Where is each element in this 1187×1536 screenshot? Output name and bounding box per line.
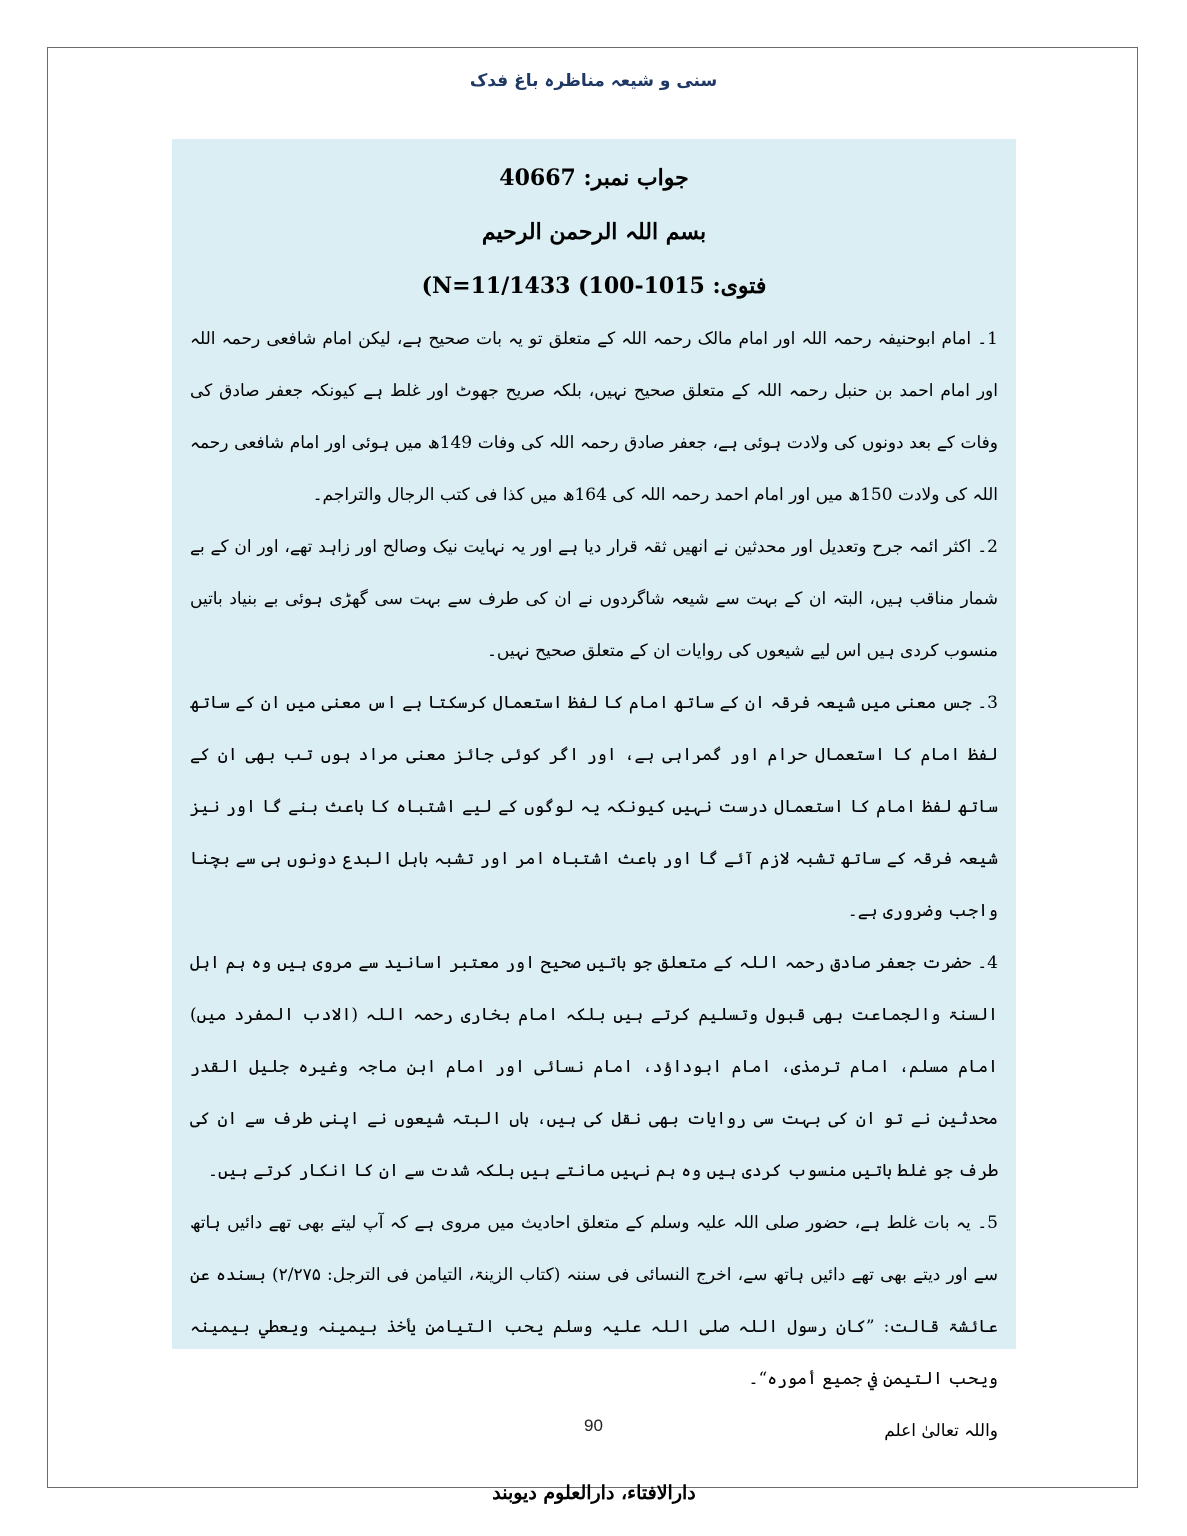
paragraph-5: 5۔ یہ بات غلط ہے، حضور صلی اللہ علیہ وسلم کے متعلق احادیث میں مروی ہے کہ آپ لیتے بھی تھے دائیں ہاتھ سے اور دیتے بھی تھے دائیں ہاتھ سے، اخرج النسائی فی سننہ (کتاب الزینۃ، التیامن فی الترجل: ۲/۲۷۵) بسندہ عن عائشۃ قالت: ”کان رسول اللہ صلی اللہ علیہ وسلم یحب التیامن یأخذ بیمینہ ویعطي بیمینہ ویحب التیمن في جمیع أمورہ“۔: [190, 1213, 998, 1389]
signature: دارالافتاء، دارالعلوم دیوبند: [492, 1482, 696, 1504]
running-header: سنی و شیعہ مناظرہ باغ فدک: [469, 71, 718, 91]
fatwa-reference: فتوی: 1015-100) N=11/1433): [421, 273, 767, 299]
paragraph-2: 2۔ اکثر ائمہ جرح وتعدیل اور محدثین نے انھیں ثقہ قرار دیا ہے اور یہ نہایت نیک وصالح اور زاہد تھے، اور ان کے بے شمار مناقب ہیں، البتہ ان کے بہت سے شیعہ شاگردوں نے ان کی طرف سے بہت سی گھڑی ہوئی بے بنیاد باتیں منسوب کردی ہیں اس لیے شیعوں کی روایات ان کے متعلق صحیح نہیں۔: [190, 537, 998, 661]
page-number: 90: [584, 1416, 603, 1435]
paragraph-3: 3۔ جس معنی میں شیعہ فرقہ ان کے ساتھ امام کا لفظ استعمال کرسکتا ہے اس معنی میں ان کے ساتھ لفظ امام کا استعمال حرام اور گمراہی ہے، اور اگر کوئی جائز معنی مراد ہوں تب بھی ان کے ساتھ لفظ امام کا استعمال درست نہیں کیونکہ یہ لوگوں کے لیے اشتباہ کا باعث بنے گا اور نیز شیعہ فرقہ کے ساتھ تشبہ لازم آئے گا اور باعث اشتباہ امر اور تشبہ باہل البدع دونوں ہی سے بچنا واجب وضروری ہے۔: [190, 693, 998, 921]
bismillah: بسم اللہ الرحمن الرحیم: [481, 219, 707, 245]
closing-line: واللہ تعالیٰ اعلم: [884, 1421, 998, 1441]
answer-number: جواب نمبر: 40667: [499, 165, 689, 191]
paragraph-4: 4۔ حضرت جعفر صادق رحمہ اللہ کے متعلق جو باتیں صحیح اور معتبر اسانید سے مروی ہیں وہ ہم اہل السنۃ والجماعت بھی قبول وتسلیم کرتے ہیں بلکہ امام بخاری رحمہ اللہ (الادب المفرد میں) امام مسلم، امام ترمذی، امام ابوداؤد، امام نسائی اور امام ابن ماجہ وغیرہ جلیل القدر محدثین نے تو ان کی بہت سی روایات بھی نقل کی ہیں، ہاں البتہ شیعوں نے اپنی طرف سے ان کی طرف جو غلط باتیں منسوب کردی ہیں وہ ہم نہیں مانتے ہیں بلکہ شدت سے ان کا انکار کرتے ہیں۔: [190, 953, 998, 1181]
paragraph-1: 1۔ امام ابوحنیفہ رحمہ اللہ اور امام مالک رحمہ اللہ کے متعلق تو یہ بات صحیح ہے، لیکن امام شافعی رحمہ اللہ اور امام احمد بن حنبل رحمہ اللہ کے متعلق صحیح نہیں، بلکہ صریح جھوٹ اور غلط ہے کیونکہ جعفر صادق کی وفات کے بعد دونوں کی ولادت ہوئی ہے، جعفر صادق رحمہ اللہ کی وفات 149ھ میں ہوئی اور امام شافعی رحمہ اللہ کی ولادت 150ھ میں اور امام احمد رحمہ اللہ کی 164ھ میں کذا فی کتب الرجال والتراجم۔: [190, 329, 998, 505]
